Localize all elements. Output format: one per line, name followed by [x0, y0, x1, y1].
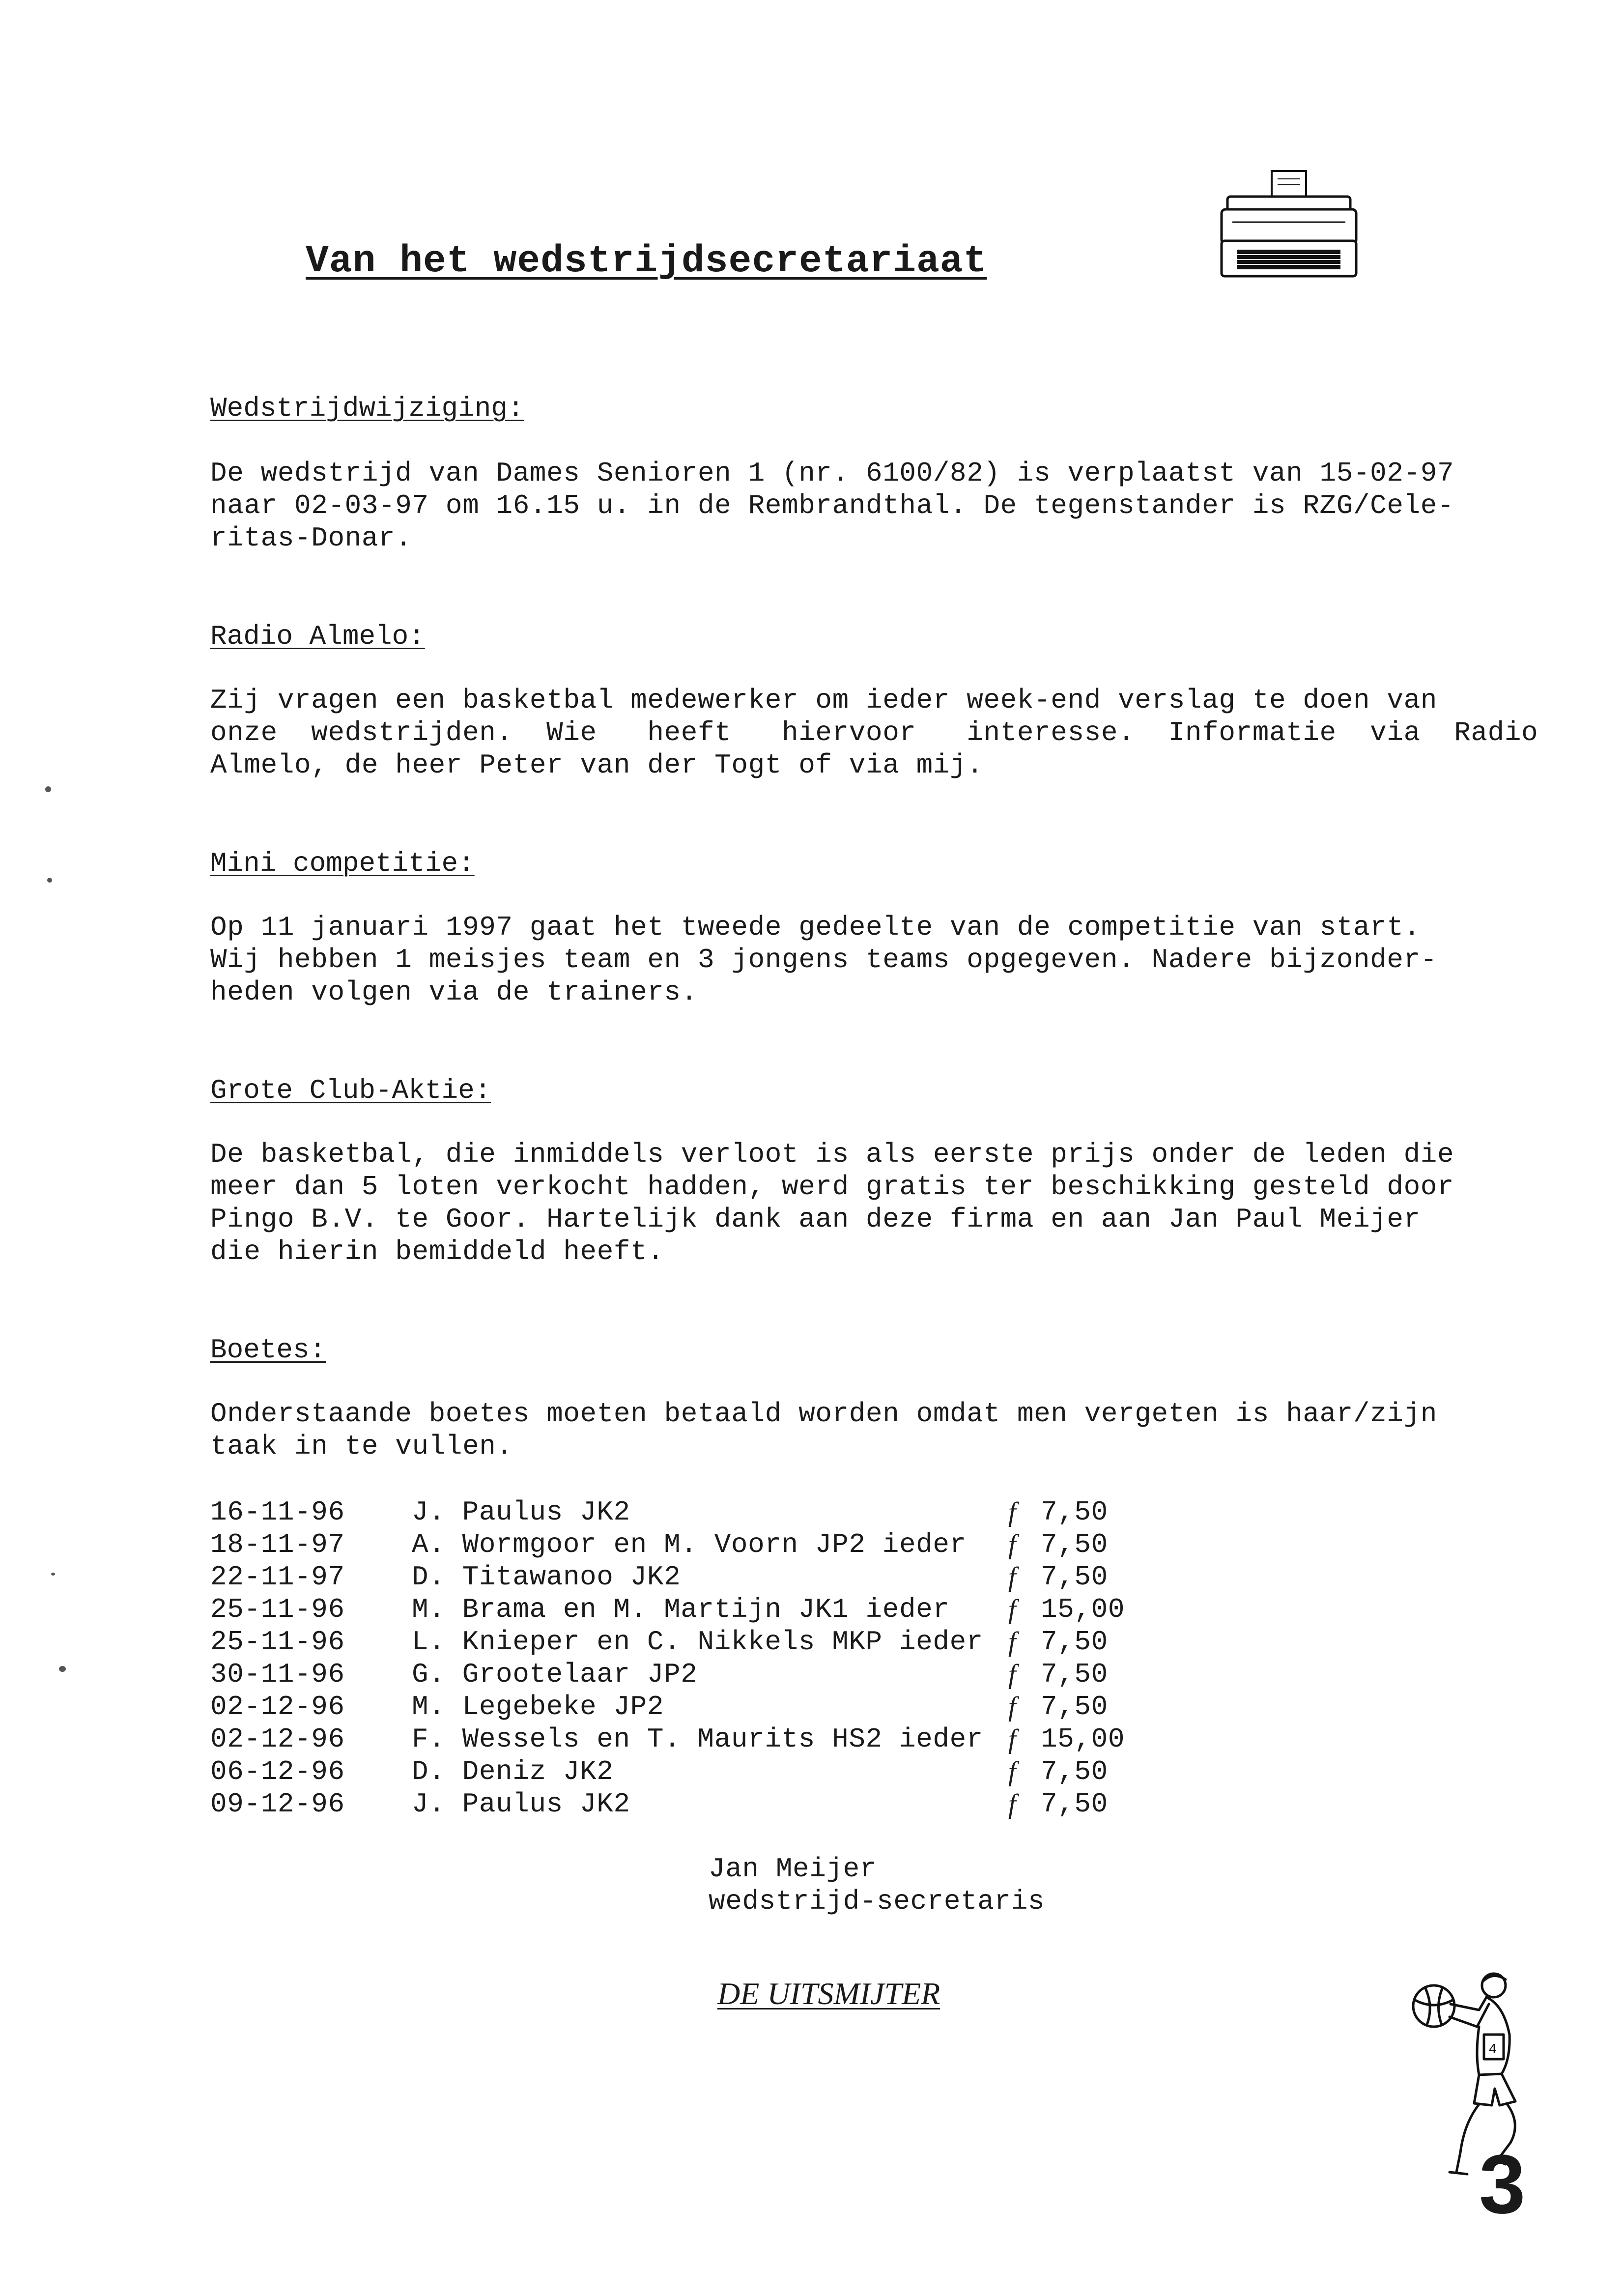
fine-date: 09-12-96: [210, 1788, 345, 1820]
currency-symbol: f: [1008, 1562, 1017, 1592]
paragraph-line: ritas-Donar.: [210, 522, 412, 554]
section-heading: Radio Almelo:: [210, 621, 425, 652]
scan-speck: [59, 1666, 66, 1672]
fine-date: 18-11-97: [210, 1529, 345, 1560]
paragraph-line: De basketbal, die inmiddels verloot is als eerste prijs onder de leden die: [210, 1139, 1454, 1170]
scan-speck: [47, 878, 52, 883]
fine-amount: 7,50: [1041, 1496, 1108, 1528]
currency-symbol: f: [1008, 1594, 1017, 1625]
paragraph-line: Pingo B.V. te Goor. Hartelijk dank aan deze firma en aan Jan Paul Meijer: [210, 1204, 1421, 1235]
paragraph-line: Onderstaande boetes moeten betaald worden omdat men vergeten is haar/zijn: [210, 1398, 1437, 1430]
page-number: 3: [1479, 2138, 1526, 2231]
fine-amount: 7,50: [1041, 1691, 1108, 1722]
paragraph-line: Almelo, de heer Peter van der Togt of via mij.: [210, 749, 984, 781]
currency-symbol: f: [1008, 1529, 1017, 1560]
scan-speck: [45, 786, 51, 792]
currency-symbol: f: [1008, 1692, 1017, 1722]
section-heading: Wedstrijdwijziging:: [210, 393, 524, 424]
magazine-name: DE UITSMIJTER: [717, 1976, 940, 2011]
fine-name: A. Wormgoor en M. Voorn JP2 ieder: [412, 1529, 967, 1560]
signature-name: Jan Meijer: [709, 1853, 877, 1885]
fine-date: 02-12-96: [210, 1723, 345, 1755]
currency-symbol: f: [1008, 1724, 1017, 1754]
fine-name: L. Knieper en C. Nikkels MKP ieder: [412, 1626, 983, 1658]
fine-amount: 7,50: [1041, 1626, 1108, 1658]
typewriter-icon: [1218, 167, 1360, 280]
page-title: Van het wedstrijdsecretariaat: [306, 240, 987, 283]
paragraph-line: heden volgen via de trainers.: [210, 976, 698, 1008]
fine-amount: 7,50: [1041, 1561, 1108, 1593]
fine-amount: 7,50: [1041, 1788, 1108, 1820]
fine-amount: 7,50: [1041, 1659, 1108, 1690]
currency-symbol: f: [1008, 1756, 1017, 1787]
paragraph-line: naar 02-03-97 om 16.15 u. in de Rembrandthal. De tegenstander is RZG/Cele-: [210, 490, 1454, 521]
fine-amount: 15,00: [1041, 1723, 1125, 1755]
fine-name: J. Paulus JK2: [412, 1788, 630, 1820]
paragraph-line: Op 11 januari 1997 gaat het tweede gedeelte van de competitie van start.: [210, 912, 1421, 943]
currency-symbol: f: [1008, 1789, 1017, 1819]
fine-date: 22-11-97: [210, 1561, 345, 1593]
paragraph-line: die hierin bemiddeld heeft.: [210, 1236, 664, 1267]
paragraph-line: Zij vragen een basketbal medewerker om ieder week-end verslag te doen van: [210, 685, 1437, 716]
scan-speck: [51, 1573, 55, 1576]
paragraph-line: meer dan 5 loten verkocht hadden, werd gratis ter beschikking gesteld door: [210, 1171, 1454, 1203]
svg-text:4: 4: [1489, 2041, 1497, 2056]
paragraph-line: taak in te vullen.: [210, 1431, 513, 1462]
fine-name: F. Wessels en T. Maurits HS2 ieder: [412, 1723, 983, 1755]
fine-date: 25-11-96: [210, 1626, 345, 1658]
section-heading: Grote Club-Aktie:: [210, 1075, 491, 1106]
fine-date: 02-12-96: [210, 1691, 345, 1722]
currency-symbol: f: [1008, 1627, 1017, 1657]
fine-amount: 7,50: [1041, 1529, 1108, 1560]
currency-symbol: f: [1008, 1659, 1017, 1690]
currency-symbol: f: [1008, 1497, 1017, 1527]
paragraph-line: Wij hebben 1 meisjes team en 3 jongens teams opgegeven. Nadere bijzonder-: [210, 944, 1437, 976]
fine-name: M. Legebeke JP2: [412, 1691, 664, 1722]
fine-date: 06-12-96: [210, 1756, 345, 1787]
fine-name: J. Paulus JK2: [412, 1496, 630, 1528]
fine-name: D. Deniz JK2: [412, 1756, 614, 1787]
fine-amount: 15,00: [1041, 1594, 1125, 1625]
fine-date: 25-11-96: [210, 1594, 345, 1625]
fine-name: M. Brama en M. Martijn JK1 ieder: [412, 1594, 950, 1625]
paragraph-line: onze wedstrijden. Wie heeft hiervoor interesse. Informatie via Radio: [210, 717, 1538, 748]
fine-amount: 7,50: [1041, 1756, 1108, 1787]
fine-name: G. Grootelaar JP2: [412, 1659, 698, 1690]
fine-name: D. Titawanoo JK2: [412, 1561, 681, 1593]
paragraph-line: De wedstrijd van Dames Senioren 1 (nr. 6100/82) is verplaatst van 15-02-97: [210, 458, 1454, 489]
section-heading: Mini competitie:: [210, 848, 475, 879]
section-heading: Boetes:: [210, 1334, 326, 1366]
fine-date: 16-11-96: [210, 1496, 345, 1528]
fine-date: 30-11-96: [210, 1659, 345, 1690]
signature-role: wedstrijd-secretaris: [709, 1886, 1045, 1917]
